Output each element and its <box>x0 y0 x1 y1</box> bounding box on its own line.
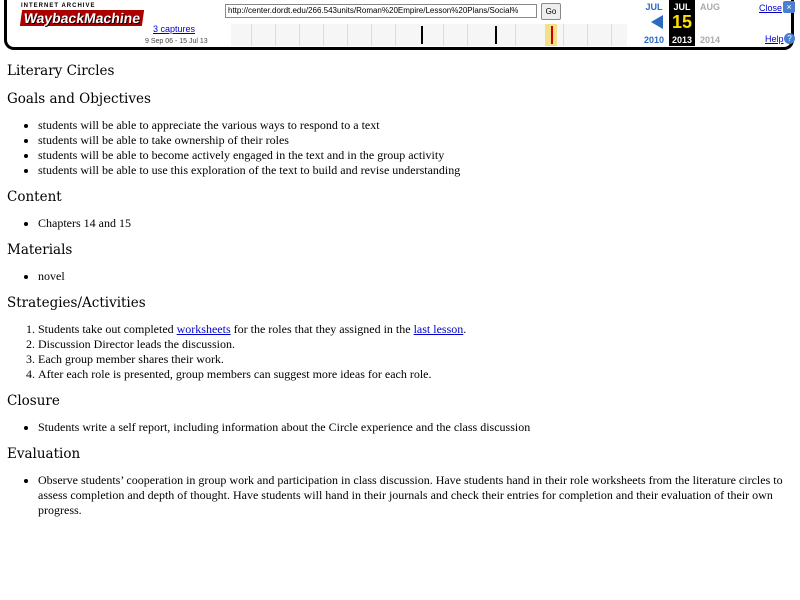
logo-main-text: WaybackMachine <box>20 10 144 26</box>
evaluation-heading: Evaluation <box>7 446 81 462</box>
current-day: 15 <box>671 12 693 32</box>
help-link[interactable]: Help <box>765 34 784 44</box>
content-list <box>7 216 793 231</box>
closure-heading: Closure <box>7 393 60 409</box>
goals-list <box>7 118 793 178</box>
current-capture-mark[interactable] <box>551 26 553 44</box>
last-lesson-link[interactable]: last lesson <box>413 322 464 336</box>
current-year: 2013 <box>671 35 693 45</box>
prev-year[interactable]: 2010 <box>643 35 665 45</box>
goals-heading: Goals and Objectives <box>7 91 151 107</box>
list-item-text: . <box>463 322 467 336</box>
list-item: • Students write a self report, including information about the Circle experience and the class discussion <box>38 420 793 435</box>
close-link[interactable]: Close <box>759 3 783 13</box>
worksheets-link[interactable]: worksheets <box>176 322 231 336</box>
timeline-tick <box>467 24 468 46</box>
timeline-tick <box>275 24 276 46</box>
timeline-tick <box>395 24 396 46</box>
materials-heading: Materials <box>7 242 73 258</box>
list-item: • students will be able to appreciate the various ways to respond to a text <box>38 118 793 133</box>
wayback-logo[interactable] <box>21 3 142 39</box>
url-input[interactable]: http://center.dordt.edu/266.543units/Roman%20Empire/Lesson%20Plans/Social% <box>225 4 537 18</box>
timeline-tick <box>323 24 324 46</box>
current-capture-date <box>669 0 695 46</box>
list-item: 2. Discussion Director leads the discussion. <box>38 337 793 352</box>
page-title: Literary Circles <box>7 63 115 79</box>
prev-capture-arrow-icon[interactable] <box>651 15 663 29</box>
next-year: 2014 <box>699 35 721 45</box>
list-item: • students will be able to use this exploration of the text to build and revise understanding <box>38 163 793 178</box>
timeline-tick <box>563 24 564 46</box>
list-item-text: for the roles that they assigned in the <box>230 322 414 336</box>
evaluation-list <box>7 473 793 518</box>
timeline-tick <box>515 24 516 46</box>
strategies-list <box>7 322 793 382</box>
current-month: JUL <box>673 2 691 12</box>
next-month: AUG <box>700 2 720 12</box>
timeline-tick <box>371 24 372 46</box>
list-item: • Chapters 14 and 15 <box>38 216 793 231</box>
logo-top-text: INTERNET ARCHIVE <box>21 3 96 9</box>
timeline-tick <box>443 24 444 46</box>
timeline-tick <box>611 24 612 46</box>
wayback-toolbar <box>4 0 794 50</box>
list-item: • Observe students’ cooperation in group work and participation in class discussion. Have students hand in their role worksheets from the literature circles to assess completion and depth of thought. Have students will hand in their journals and check their entries for completion and their evaluation of their own progress. <box>38 473 793 518</box>
list-item: 4. After each role is presented, group members can suggest more ideas for each role. <box>38 367 793 382</box>
timeline-tick <box>251 24 252 46</box>
list-item-text: Students take out completed <box>38 322 177 336</box>
captures-link[interactable]: 3 captures <box>153 24 196 34</box>
page-content <box>7 62 793 518</box>
help-icon[interactable]: ? <box>784 33 795 44</box>
strategies-heading: Strategies/Activities <box>7 295 146 311</box>
list-item: • novel <box>38 269 793 284</box>
capture-timeline[interactable] <box>231 24 627 46</box>
content-heading: Content <box>7 189 62 205</box>
list-item: • students will be able to take ownership of their roles <box>38 133 793 148</box>
timeline-tick <box>587 24 588 46</box>
capture-mark[interactable] <box>495 26 497 44</box>
capture-mark[interactable] <box>421 26 423 44</box>
timeline-tick <box>299 24 300 46</box>
capture-date-range: 9 Sep 06 - 15 Jul 13 <box>145 38 208 45</box>
go-button[interactable]: Go <box>541 3 561 20</box>
materials-list <box>7 269 793 284</box>
list-item: 3. Each group member shares their work. <box>38 352 793 367</box>
closure-list <box>7 420 793 435</box>
prev-month[interactable]: JUL <box>645 2 663 12</box>
close-icon[interactable]: × <box>783 1 795 13</box>
list-item <box>38 322 793 337</box>
list-item: • students will be able to become actively engaged in the text and in the group activity <box>38 148 793 163</box>
timeline-tick <box>347 24 348 46</box>
